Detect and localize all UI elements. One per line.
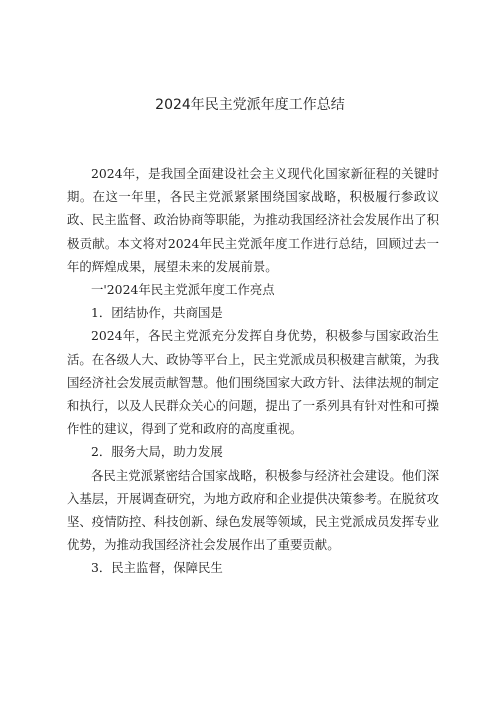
subheading-democratic-supervision: 3．民主监督，保障民生 <box>91 560 223 576</box>
paragraph-unity-cooperation: 2024年，各民主党派充分发挥自身优势，积极参与国家政治生活。在各级人大、政协等平台上，民主党派成员积极建言献策，为我国经济社会发展贡献智慧。他们围绕国家大政方针、法律法规的制定和执行，以及人民群众关心的问题，提出了一系列具有针对性和可操作性的建议，得到了党和政府的高度重视。 <box>67 328 439 437</box>
paragraph-serve-overall-situation: 各民主党派紧密结合国家战略，积极参与经济社会建设。他们深入基层，开展调查研究，为地方政府和企业提供决策参考。在脱贫攻坚、疫情防控、科技创新、绿色发展等领域，民主党派成员发挥专业优势，为推动我国经济社会发展作出了重要贡献。 <box>67 467 439 553</box>
document-body <box>67 162 439 580</box>
subheading-unity-cooperation: 1．团结协作，共商国是 <box>91 305 223 321</box>
document-title: 2024年民主党派年度工作总结 <box>155 97 345 113</box>
section-heading-highlights: 一'2024年民主党派年度工作亮点 <box>91 282 275 298</box>
subheading-serve-overall-situation: 2．服务大局，助力发展 <box>91 444 223 460</box>
intro-paragraph: 2024年，是我国全面建设社会主义现代化国家新征程的关键时期。在这一年里，各民主党派紧紧围绕国家战略，积极履行参政议政、民主监督、政治协商等职能，为推动我国经济社会发展作出了积极贡献。本文将对2024年民主党派年度工作进行总结，回顾过去一年的辉煌成果，展望未来的发展前景。 <box>67 166 439 274</box>
